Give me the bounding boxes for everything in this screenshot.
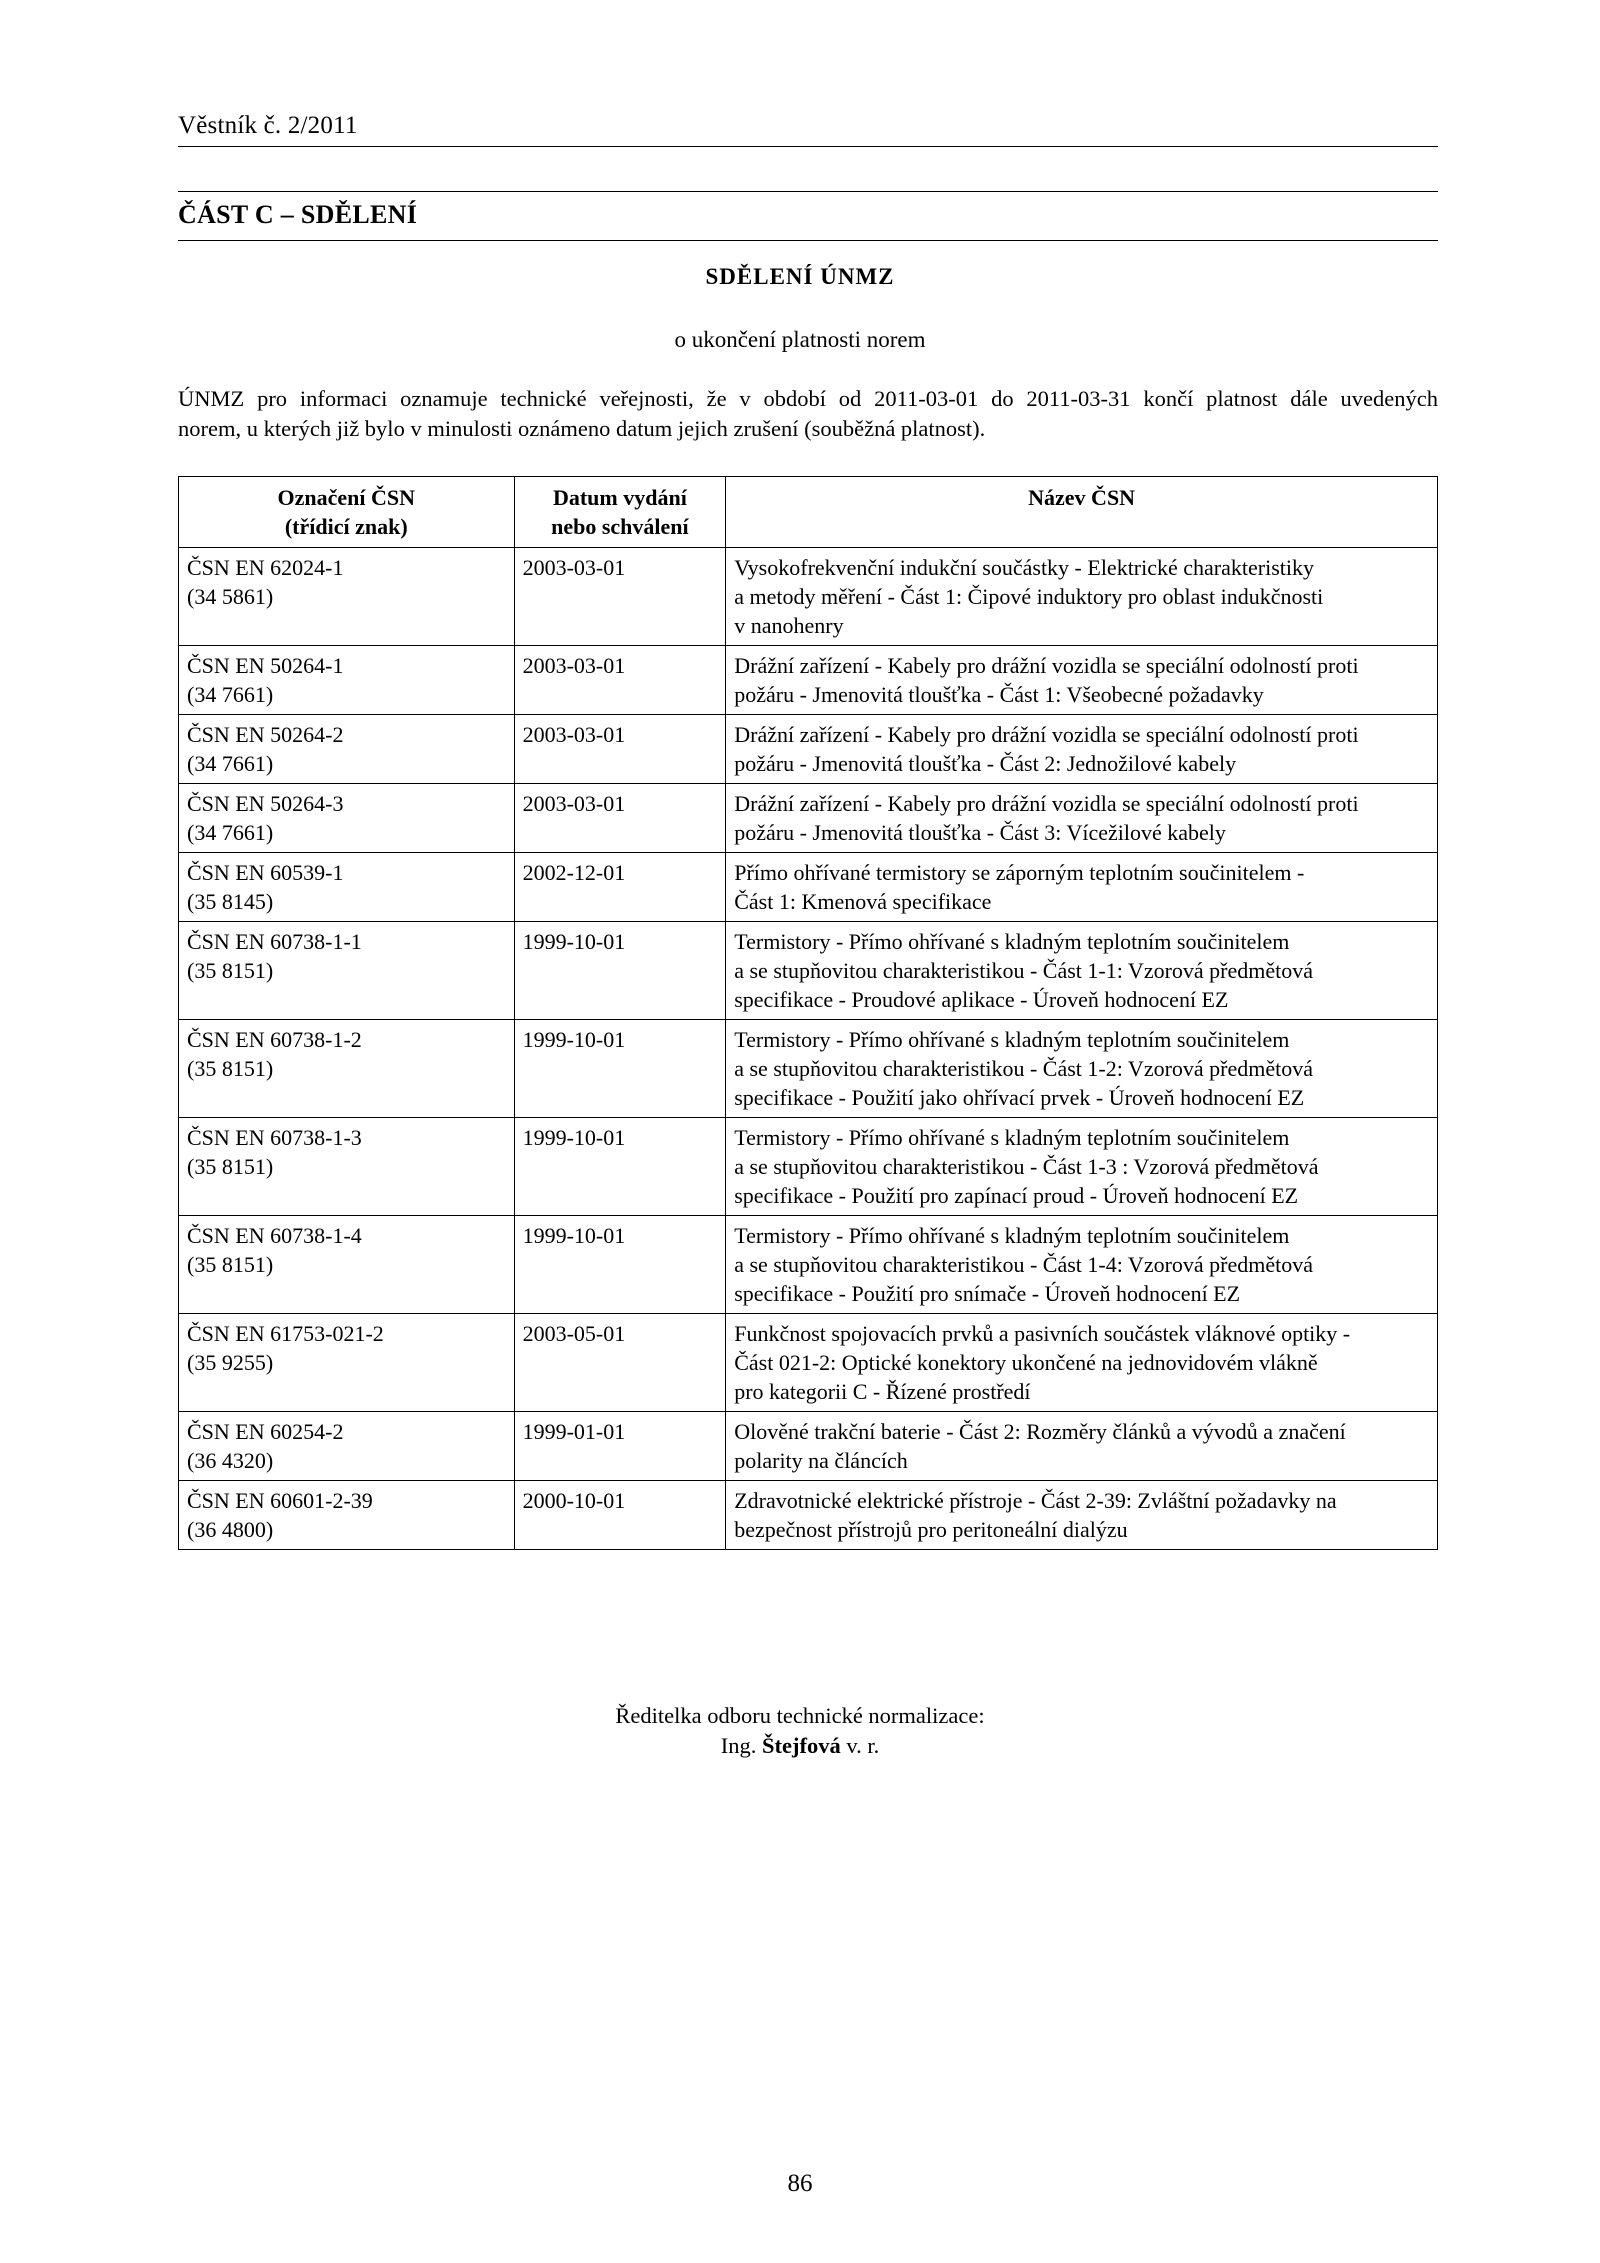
standard-title-line: a se stupňovitou charakteristikou - Část 1-4: Vzorová předmětová	[734, 1252, 1314, 1277]
designation-cell	[179, 1118, 515, 1216]
header-designation-line2: (třídicí znak)	[284, 514, 408, 539]
classification-code: (36 4320)	[187, 1448, 274, 1473]
standard-title-line: specifikace - Proudové aplikace - Úroveň hodnocení EZ	[734, 987, 1229, 1012]
table-row	[179, 1216, 1438, 1314]
standard-title-line: Část 021-2: Optické konektory ukončené na jednovidovém vlákně	[734, 1350, 1318, 1375]
table-row	[179, 548, 1438, 646]
designation-cell	[179, 853, 515, 922]
table-body	[179, 548, 1438, 1550]
signature-suffix: v. r.	[846, 1733, 880, 1758]
intro-paragraph	[178, 384, 1438, 444]
header-rule	[178, 146, 1438, 147]
standard-code: ČSN EN 60738-1-3	[187, 1125, 362, 1150]
table-row	[179, 1118, 1438, 1216]
designation-cell	[179, 715, 515, 784]
designation-cell	[179, 922, 515, 1020]
issue-date: 2003-03-01	[522, 791, 626, 816]
title-cell	[726, 1412, 1438, 1481]
intro-line: norem, u kterých již bylo v minulosti oznámeno datum jejich zrušení (souběžná platnost).	[178, 416, 986, 441]
issue-date: 2003-05-01	[522, 1321, 626, 1346]
table-row	[179, 853, 1438, 922]
table-row	[179, 1412, 1438, 1481]
header-title-text: Název ČSN	[1028, 485, 1136, 510]
standard-code: ČSN EN 60738-1-2	[187, 1027, 362, 1052]
designation-cell	[179, 1314, 515, 1412]
standard-title-line: v nanohenry	[734, 613, 844, 638]
classification-code: (35 8151)	[187, 1056, 274, 1081]
standard-code: ČSN EN 50264-2	[187, 722, 344, 747]
standard-title-line: polarity na článcích	[734, 1448, 908, 1473]
title-cell	[726, 922, 1438, 1020]
standard-title-line: Olověné trakční baterie - Část 2: Rozměry článků a vývodů a značení	[734, 1419, 1346, 1444]
standard-code: ČSN EN 60738-1-1	[187, 929, 362, 954]
signature-role: Ředitelka odboru technické normalizace:	[615, 1703, 985, 1728]
issue-date: 1999-01-01	[522, 1419, 626, 1444]
signature-line	[0, 1731, 1600, 1761]
title-cell	[726, 1216, 1438, 1314]
title-cell	[726, 1481, 1438, 1550]
standard-title-line: požáru - Jmenovitá tloušťka - Část 3: Vícežilové kabely	[734, 820, 1226, 845]
classification-code: (34 5861)	[187, 584, 274, 609]
standard-title-line: a se stupňovitou charakteristikou - Část 1-3 : Vzorová předmětová	[734, 1154, 1319, 1179]
title-cell	[726, 1020, 1438, 1118]
designation-cell	[179, 784, 515, 853]
date-cell	[514, 1481, 726, 1550]
header-title	[726, 477, 1438, 548]
title-cell	[726, 784, 1438, 853]
designation-cell	[179, 646, 515, 715]
standard-title-line: Termistory - Přímo ohřívané s kladným teplotním součinitelem	[734, 1027, 1290, 1052]
standard-title-line: specifikace - Použití pro snímače - Úroveň hodnocení EZ	[734, 1281, 1241, 1306]
table-row	[179, 715, 1438, 784]
page-number: 86	[787, 2170, 813, 2197]
classification-code: (34 7661)	[187, 682, 274, 707]
title-cell	[726, 1314, 1438, 1412]
header-date	[514, 477, 726, 548]
issue-date: 2000-10-01	[522, 1488, 626, 1513]
designation-cell	[179, 1412, 515, 1481]
standard-title-line: specifikace - Použití pro zapínací proud - Úroveň hodnocení EZ	[734, 1183, 1299, 1208]
notice-title: SDĚLENÍ ÚNMZ	[705, 264, 895, 289]
issue-date: 1999-10-01	[522, 1027, 626, 1052]
designation-cell	[179, 1481, 515, 1550]
title-cell	[726, 1118, 1438, 1216]
classification-code: (35 8151)	[187, 1252, 274, 1277]
date-cell	[514, 1412, 726, 1481]
standard-title-line: požáru - Jmenovitá tloušťka - Část 1: Všeobecné požadavky	[734, 682, 1264, 707]
date-cell	[514, 548, 726, 646]
standard-title-line: Drážní zařízení - Kabely pro drážní vozidla se speciální odolností proti	[734, 791, 1359, 816]
running-head: Věstník č. 2/2011	[178, 112, 358, 139]
standard-title-line: Termistory - Přímo ohřívané s kladným teplotním součinitelem	[734, 1223, 1290, 1248]
standard-title-line: Drážní zařízení - Kabely pro drážní vozidla se speciální odolností proti	[734, 722, 1359, 747]
title-cell	[726, 715, 1438, 784]
issue-date: 1999-10-01	[522, 1125, 626, 1150]
standards-table	[178, 476, 1438, 1550]
title-cell	[726, 853, 1438, 922]
table-row	[179, 1314, 1438, 1412]
classification-code: (35 9255)	[187, 1350, 274, 1375]
date-cell	[514, 646, 726, 715]
section-rule-bottom	[178, 240, 1438, 241]
classification-code: (36 4800)	[187, 1517, 274, 1542]
title-cell	[726, 646, 1438, 715]
date-cell	[514, 1020, 726, 1118]
designation-cell	[179, 1216, 515, 1314]
standard-title-line: specifikace - Použití jako ohřívací prvek - Úroveň hodnocení EZ	[734, 1085, 1305, 1110]
signature-block	[0, 1701, 1600, 1761]
table-row	[179, 646, 1438, 715]
designation-cell	[179, 1020, 515, 1118]
intro-line: ÚNMZ pro informaci oznamuje technické veřejnosti, že v období od 2011-03-01 do 2011-03-31 končí platnost dále uvedených	[178, 386, 1438, 411]
issue-date: 1999-10-01	[522, 1223, 626, 1248]
header-designation-line1: Označení ČSN	[277, 485, 416, 510]
section-title: ČÁST C – SDĚLENÍ	[178, 200, 418, 229]
date-cell	[514, 922, 726, 1020]
table-header-row	[179, 477, 1438, 548]
standard-title-line: a se stupňovitou charakteristikou - Část 1-1: Vzorová předmětová	[734, 958, 1314, 983]
issue-date: 2003-03-01	[522, 722, 626, 747]
table-row	[179, 922, 1438, 1020]
signature-prefix: Ing.	[720, 1733, 757, 1758]
classification-code: (35 8145)	[187, 889, 274, 914]
header-date-line1: Datum vydání	[552, 485, 687, 510]
classification-code: (35 8151)	[187, 1154, 274, 1179]
issue-date: 2003-03-01	[522, 653, 626, 678]
standard-title-line: Funkčnost spojovacích prvků a pasivních součástek vláknové optiky -	[734, 1321, 1351, 1346]
classification-code: (34 7661)	[187, 751, 274, 776]
signature-name: Štejfová	[761, 1733, 841, 1758]
standard-title-line: a se stupňovitou charakteristikou - Část 1-2: Vzorová předmětová	[734, 1056, 1314, 1081]
table-row	[179, 1020, 1438, 1118]
issue-date: 2003-03-01	[522, 555, 626, 580]
standard-title-line: Vysokofrekvenční indukční součástky - Elektrické charakteristiky	[734, 555, 1315, 580]
section-rule-top	[178, 191, 1438, 192]
classification-code: (35 8151)	[187, 958, 274, 983]
classification-code: (34 7661)	[187, 820, 274, 845]
issue-date: 1999-10-01	[522, 929, 626, 954]
standard-title-line: Termistory - Přímo ohřívané s kladným teplotním součinitelem	[734, 1125, 1290, 1150]
standard-code: ČSN EN 60539-1	[187, 860, 344, 885]
standard-title-line: a metody měření - Část 1: Čipové induktory pro oblast indukčnosti	[734, 584, 1324, 609]
standard-title-line: Zdravotnické elektrické přístroje - Část 2-39: Zvláštní požadavky na	[734, 1488, 1337, 1513]
standard-code: ČSN EN 60738-1-4	[187, 1223, 362, 1248]
date-cell	[514, 1216, 726, 1314]
issue-date: 2002-12-01	[522, 860, 626, 885]
designation-cell	[179, 548, 515, 646]
date-cell	[514, 784, 726, 853]
title-cell	[726, 548, 1438, 646]
date-cell	[514, 853, 726, 922]
standard-title-line: požáru - Jmenovitá tloušťka - Část 2: Jednožilové kabely	[734, 751, 1237, 776]
standard-code: ČSN EN 50264-3	[187, 791, 344, 816]
table-row	[179, 784, 1438, 853]
standard-title-line: pro kategorii C - Řízené prostředí	[734, 1379, 1031, 1404]
date-cell	[514, 1118, 726, 1216]
standard-title-line: Přímo ohřívané termistory se záporným teplotním součinitelem -	[734, 860, 1305, 885]
notice-subtitle: o ukončení platnosti norem	[674, 327, 926, 352]
standard-code: ČSN EN 50264-1	[187, 653, 344, 678]
standard-code: ČSN EN 61753-021-2	[187, 1321, 384, 1346]
header-designation	[179, 477, 515, 548]
date-cell	[514, 1314, 726, 1412]
standard-title-line: Část 1: Kmenová specifikace	[734, 889, 992, 914]
table-row	[179, 1481, 1438, 1550]
standard-code: ČSN EN 62024-1	[187, 555, 344, 580]
standard-code: ČSN EN 60254-2	[187, 1419, 344, 1444]
date-cell	[514, 715, 726, 784]
standard-title-line: bezpečnost přístrojů pro peritoneální dialýzu	[734, 1517, 1128, 1542]
standard-title-line: Termistory - Přímo ohřívané s kladným teplotním součinitelem	[734, 929, 1290, 954]
standard-title-line: Drážní zařízení - Kabely pro drážní vozidla se speciální odolností proti	[734, 653, 1359, 678]
header-date-line2: nebo schválení	[551, 514, 689, 539]
standard-code: ČSN EN 60601-2-39	[187, 1488, 373, 1513]
